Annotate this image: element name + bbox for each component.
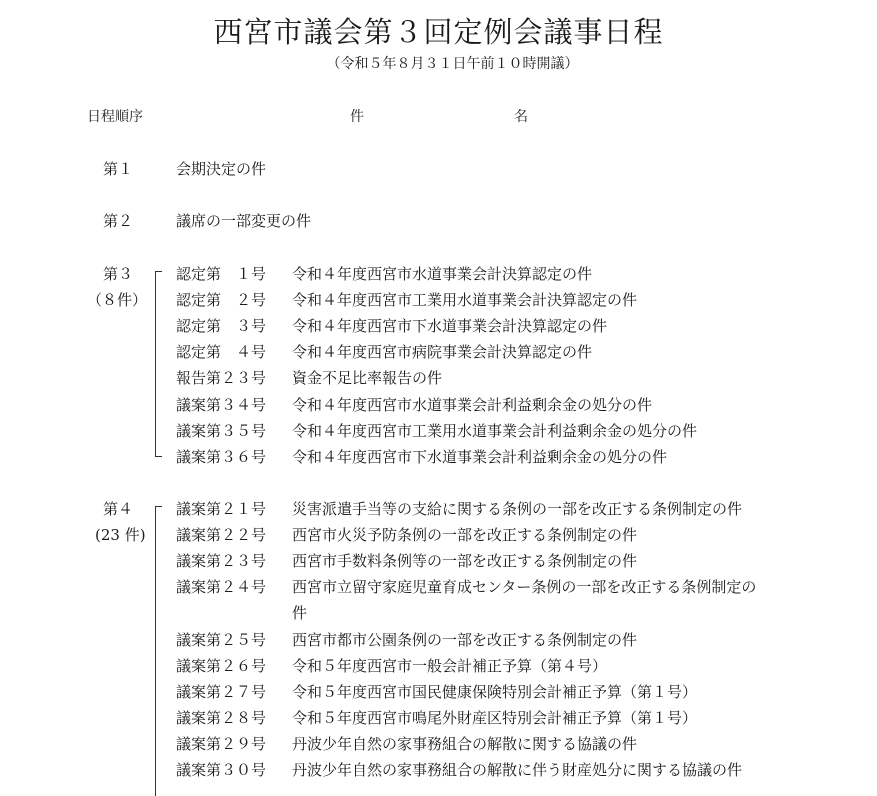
item-title: 令和４年度西宮市水道事業会計決算認定の件 xyxy=(292,265,593,283)
item-title: 資金不足比率報告の件 xyxy=(292,369,443,388)
item-title: 令和４年度西宮市下水道事業会計利益剰余金の処分の件 xyxy=(292,447,668,466)
item-title: 西宮市立留守家庭児童育成センター条例の一部を改正する条例制定の xyxy=(292,578,757,597)
item-title: 令和４年度西宮市病院事業会計決算認定の件 xyxy=(292,343,593,362)
item-number: 議案第２５号 xyxy=(176,630,267,649)
item-title: 災害派遣手当等の支給に関する条例の一部を改正する条例制定の件 xyxy=(292,500,743,518)
section-label: 第３ xyxy=(103,265,134,283)
section-label: 第４ xyxy=(103,500,134,518)
item-title: 西宮市火災予防条例の一部を改正する条例制定の件 xyxy=(292,526,638,545)
header-name-1: 件 xyxy=(350,109,364,125)
item-number: 報告第２３号 xyxy=(176,369,267,388)
item-title: 令和４年度西宮市工業用水道事業会計決算認定の件 xyxy=(292,291,638,310)
page-subtitle: （令和５年８月３１日午前１０時開議） xyxy=(326,56,579,72)
page-title: 西宮市議会第３回定例会議事日程 xyxy=(213,15,664,49)
item-number: 認定第 ３号 xyxy=(176,317,267,336)
item-number: 議案第３０号 xyxy=(176,761,267,779)
item-title: 令和４年度西宮市水道事業会計利益剰余金の処分の件 xyxy=(292,395,653,414)
bracket-tick xyxy=(155,506,162,507)
item-number: 認定第 ４号 xyxy=(176,343,267,362)
section-label: 第１ xyxy=(103,160,134,178)
item-title: 西宮市手数料条例等の一部を改正する条例制定の件 xyxy=(292,552,638,571)
item-number: 認定第 ２号 xyxy=(176,291,267,310)
bracket-tick xyxy=(155,271,162,272)
bracket xyxy=(155,506,156,796)
agenda-item: 会期決定の件 xyxy=(176,160,267,178)
item-number: 議案第３６号 xyxy=(176,447,267,466)
item-title: 丹波少年自然の家事務組合の解散に伴う財産処分に関する協議の件 xyxy=(292,761,743,779)
item-number: 議案第３４号 xyxy=(176,395,267,414)
item-number: 認定第 １号 xyxy=(176,265,267,283)
item-number: 議案第２１号 xyxy=(176,500,267,518)
agenda-item: 議席の一部変更の件 xyxy=(176,212,312,230)
section-count: （８件） xyxy=(87,291,148,309)
item-title: 令和４年度西宮市下水道事業会計決算認定の件 xyxy=(292,317,608,336)
item-number: 議案第２６号 xyxy=(176,656,267,675)
item-number: 議案第２７号 xyxy=(176,682,267,701)
item-number: 議案第２９号 xyxy=(176,734,267,753)
section-count: (23 件) xyxy=(95,526,146,544)
item-number: 議案第２４号 xyxy=(176,578,267,597)
item-title: 令和５年度西宮市鳴尾外財産区特別会計補正予算（第１号） xyxy=(292,708,698,727)
item-number: 議案第２８号 xyxy=(176,708,267,727)
item-title: 令和５年度西宮市一般会計補正予算（第４号） xyxy=(292,656,608,675)
header-name-2: 名 xyxy=(514,109,528,125)
item-title: 西宮市都市公園条例の一部を改正する条例制定の件 xyxy=(292,630,638,649)
item-title: 丹波少年自然の家事務組合の解散に関する協議の件 xyxy=(292,734,638,753)
bracket-tick xyxy=(155,456,162,457)
item-title: 令和５年度西宮市国民健康保険特別会計補正予算（第１号） xyxy=(292,682,698,701)
section-label: 第２ xyxy=(103,212,134,230)
item-number: 議案第３５号 xyxy=(176,421,267,440)
item-number: 議案第２２号 xyxy=(176,526,267,545)
item-number: 議案第２３号 xyxy=(176,552,267,571)
bracket xyxy=(155,271,156,457)
item-title-continuation: 件 xyxy=(292,604,308,623)
item-title: 令和４年度西宮市工業用水道事業会計利益剰余金の処分の件 xyxy=(292,421,698,440)
header-order: 日程順序 xyxy=(87,109,143,125)
